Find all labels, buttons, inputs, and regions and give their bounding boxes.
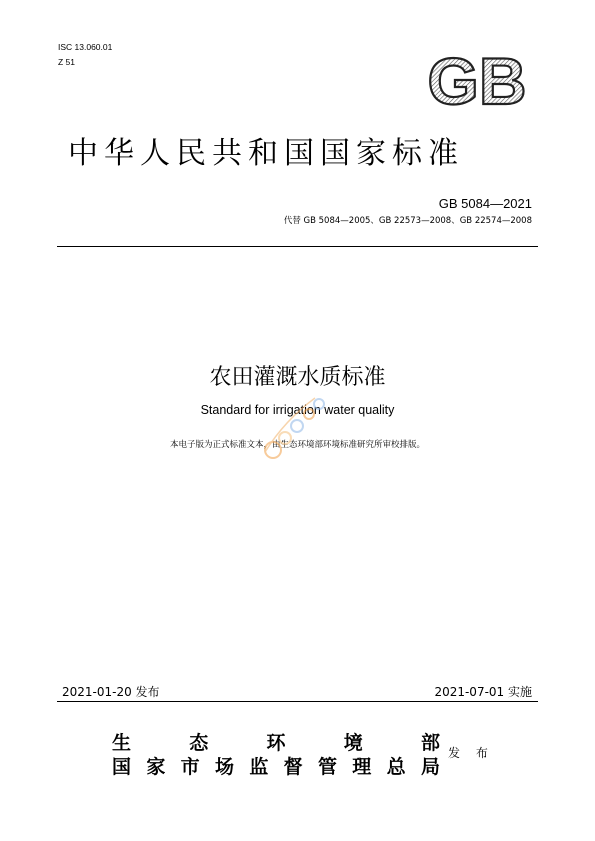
top-divider bbox=[57, 246, 538, 247]
issuer-char: 局 bbox=[420, 756, 440, 778]
issuer-char: 市 bbox=[180, 756, 200, 778]
issue-label: 发 布 bbox=[448, 746, 494, 760]
national-standard-title: 中华人民共和国国家标准 bbox=[68, 136, 464, 171]
issuer-samr bbox=[112, 752, 440, 779]
issuer-char: 管 bbox=[317, 756, 337, 778]
electronic-version-note: 本电子版为正式标准文本，由生态环境部环境标准研究所审校排版。 bbox=[169, 440, 425, 450]
issuer-char: 理 bbox=[352, 756, 372, 778]
issuer-char: 生 bbox=[112, 732, 132, 754]
english-title: Standard for irrigation water quality bbox=[200, 403, 395, 417]
seal-watermark-icon bbox=[255, 380, 345, 470]
ccs-code: Z 51 bbox=[58, 57, 76, 67]
bottom-divider bbox=[57, 701, 538, 702]
gb-logo-icon bbox=[421, 50, 533, 112]
issuer-char: 境 bbox=[343, 732, 363, 754]
implement-date: 2021-07-01 实施 bbox=[434, 685, 532, 699]
gb-logo-text: GB bbox=[427, 50, 527, 112]
issuer-char: 监 bbox=[249, 756, 269, 778]
issuer-char: 态 bbox=[189, 732, 209, 754]
issuer-char: 国 bbox=[112, 756, 132, 778]
issuer-char: 总 bbox=[386, 756, 406, 778]
replaces-standards: 代替 GB 5084—2005、GB 22573—2008、GB 22574—2008 bbox=[283, 216, 532, 226]
publish-date: 2021-01-20 发布 bbox=[62, 685, 160, 699]
issuer-char: 部 bbox=[420, 732, 440, 754]
issuer-char: 环 bbox=[266, 732, 286, 754]
ics-code: ISC 13.060.01 bbox=[58, 42, 113, 52]
issuer-char: 家 bbox=[146, 756, 166, 778]
standard-number: GB 5084—2021 bbox=[438, 196, 532, 211]
issuer-char: 督 bbox=[283, 756, 303, 778]
issuer-char: 场 bbox=[214, 756, 234, 778]
chinese-title: 农田灌溉水质标准 bbox=[209, 365, 386, 390]
ics-codes bbox=[58, 40, 112, 70]
issuer-ministry bbox=[112, 728, 440, 755]
